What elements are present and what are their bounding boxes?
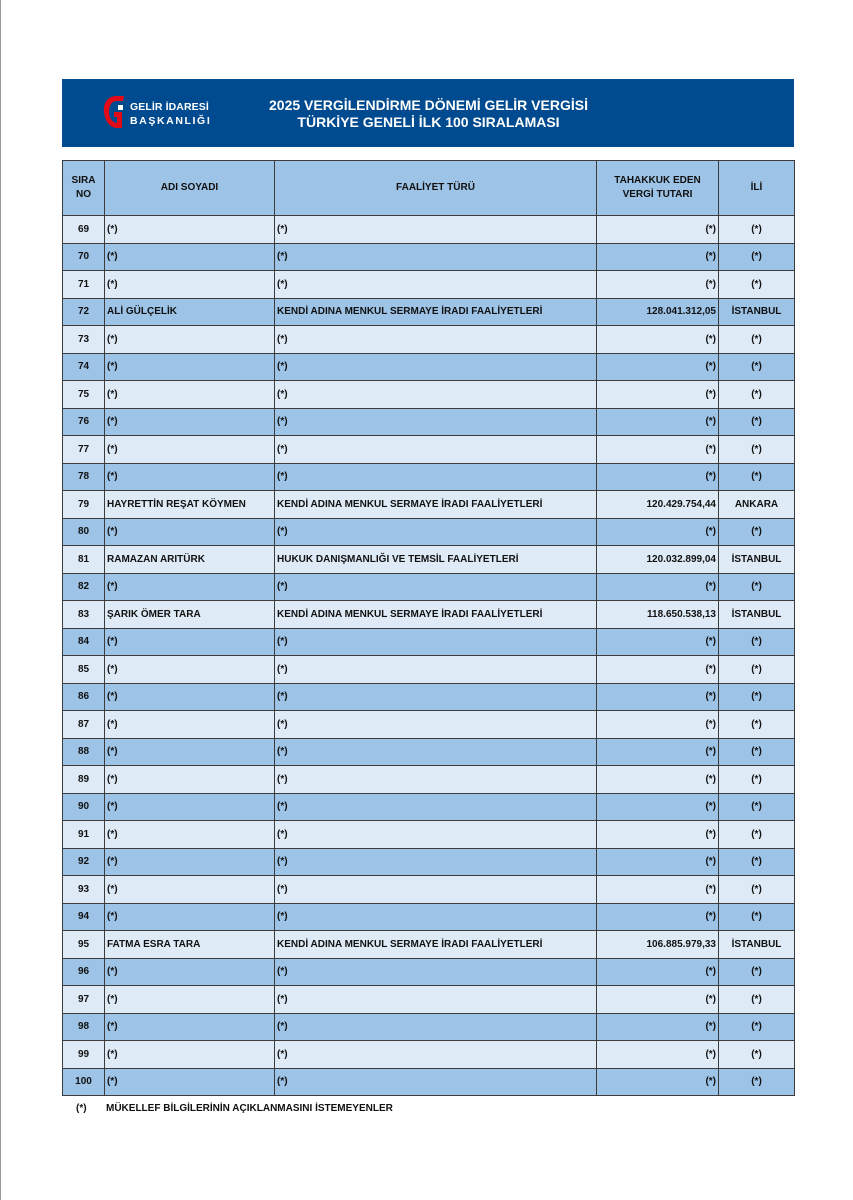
- cell-activity: KENDİ ADINA MENKUL SERMAYE İRADI FAALİYETLERİ: [275, 601, 597, 629]
- cell-name: (*): [105, 326, 275, 354]
- cell-name: (*): [105, 573, 275, 601]
- cell-sira-no: 87: [63, 711, 105, 739]
- cell-sira-no: 99: [63, 1041, 105, 1069]
- cell-activity: (*): [275, 216, 597, 244]
- cell-province: (*): [719, 766, 795, 794]
- table-body: [63, 216, 795, 1096]
- table-header-row: [63, 161, 795, 216]
- cell-name: (*): [105, 821, 275, 849]
- table-row: [63, 573, 795, 601]
- cell-province: (*): [719, 243, 795, 271]
- cell-activity: (*): [275, 821, 597, 849]
- cell-sira-no: 92: [63, 848, 105, 876]
- cell-activity: (*): [275, 243, 597, 271]
- cell-tax-amount: (*): [597, 1013, 719, 1041]
- cell-activity: (*): [275, 436, 597, 464]
- cell-province: (*): [719, 353, 795, 381]
- table-row: [63, 903, 795, 931]
- cell-name: ŞARIK ÖMER TARA: [105, 601, 275, 629]
- cell-tax-amount: (*): [597, 1068, 719, 1096]
- cell-province: (*): [719, 821, 795, 849]
- cell-name: (*): [105, 986, 275, 1014]
- cell-province: ANKARA: [719, 491, 795, 519]
- cell-province: (*): [719, 683, 795, 711]
- cell-province: (*): [719, 903, 795, 931]
- cell-tax-amount: (*): [597, 573, 719, 601]
- table-row: [63, 683, 795, 711]
- table-row: [63, 1013, 795, 1041]
- table-row: [63, 958, 795, 986]
- cell-name: (*): [105, 436, 275, 464]
- table-row: [63, 271, 795, 299]
- cell-activity: KENDİ ADINA MENKUL SERMAYE İRADI FAALİYETLERİ: [275, 931, 597, 959]
- cell-tax-amount: 128.041.312,05: [597, 298, 719, 326]
- cell-province: (*): [719, 326, 795, 354]
- cell-name: (*): [105, 958, 275, 986]
- table-row: [63, 848, 795, 876]
- col-header-no: [63, 161, 105, 216]
- cell-tax-amount: (*): [597, 243, 719, 271]
- cell-name: (*): [105, 848, 275, 876]
- cell-name: (*): [105, 381, 275, 409]
- cell-tax-amount: (*): [597, 766, 719, 794]
- cell-activity: (*): [275, 986, 597, 1014]
- cell-activity: (*): [275, 271, 597, 299]
- col-header-activity: FAALİYET TÜRÜ: [275, 161, 597, 216]
- cell-province: (*): [719, 1013, 795, 1041]
- cell-activity: HUKUK DANIŞMANLIĞI VE TEMSİL FAALİYETLERİ: [275, 546, 597, 574]
- table-row: [63, 793, 795, 821]
- table-row: [63, 1068, 795, 1096]
- cell-name: (*): [105, 518, 275, 546]
- cell-name: (*): [105, 903, 275, 931]
- col-header-name: ADI SOYADI: [105, 161, 275, 216]
- cell-tax-amount: (*): [597, 381, 719, 409]
- cell-tax-amount: (*): [597, 683, 719, 711]
- cell-province: (*): [719, 848, 795, 876]
- cell-activity: (*): [275, 738, 597, 766]
- cell-sira-no: 80: [63, 518, 105, 546]
- cell-name: ALİ GÜLÇELİK: [105, 298, 275, 326]
- cell-activity: (*): [275, 1013, 597, 1041]
- cell-province: (*): [719, 408, 795, 436]
- table-row: [63, 408, 795, 436]
- title-line1: 2025 VERGİLENDİRME DÖNEMİ GELİR VERGİSİ: [269, 97, 588, 113]
- cell-tax-amount: (*): [597, 353, 719, 381]
- col-header-province: İLİ: [719, 161, 795, 216]
- cell-sira-no: 69: [63, 216, 105, 244]
- cell-activity: KENDİ ADINA MENKUL SERMAYE İRADI FAALİYETLERİ: [275, 491, 597, 519]
- cell-province: (*): [719, 216, 795, 244]
- table-row: [63, 931, 795, 959]
- cell-activity: (*): [275, 958, 597, 986]
- cell-tax-amount: (*): [597, 848, 719, 876]
- table-row: [63, 326, 795, 354]
- cell-tax-amount: (*): [597, 518, 719, 546]
- footnote: [62, 1103, 794, 1117]
- table-row: [63, 876, 795, 904]
- ranking-table: [62, 160, 795, 1096]
- cell-tax-amount: 118.650.538,13: [597, 601, 719, 629]
- cell-name: (*): [105, 1068, 275, 1096]
- cell-activity: (*): [275, 683, 597, 711]
- table-row: [63, 986, 795, 1014]
- cell-activity: (*): [275, 766, 597, 794]
- cell-sira-no: 83: [63, 601, 105, 629]
- cell-tax-amount: 120.032.899,04: [597, 546, 719, 574]
- cell-name: RAMAZAN ARITÜRK: [105, 546, 275, 574]
- col-header-no-line2: NO: [76, 189, 91, 200]
- cell-province: (*): [719, 271, 795, 299]
- footnote-mark: (*): [76, 1103, 87, 1114]
- cell-sira-no: 96: [63, 958, 105, 986]
- cell-tax-amount: (*): [597, 656, 719, 684]
- page-title: [242, 97, 615, 131]
- table-row: [63, 766, 795, 794]
- cell-activity: (*): [275, 463, 597, 491]
- logo-text-line2: BAŞKANLIĞI: [130, 115, 212, 127]
- cell-sira-no: 81: [63, 546, 105, 574]
- col-header-no-line1: SIRA: [71, 175, 96, 186]
- cell-activity: (*): [275, 381, 597, 409]
- cell-activity: KENDİ ADINA MENKUL SERMAYE İRADI FAALİYETLERİ: [275, 298, 597, 326]
- cell-activity: (*): [275, 353, 597, 381]
- cell-tax-amount: (*): [597, 986, 719, 1014]
- table-row: [63, 491, 795, 519]
- cell-sira-no: 79: [63, 491, 105, 519]
- table-row: [63, 436, 795, 464]
- cell-name: (*): [105, 628, 275, 656]
- cell-province: (*): [719, 1068, 795, 1096]
- cell-tax-amount: (*): [597, 436, 719, 464]
- cell-sira-no: 78: [63, 463, 105, 491]
- cell-sira-no: 98: [63, 1013, 105, 1041]
- cell-tax-amount: (*): [597, 326, 719, 354]
- cell-name: HAYRETTİN REŞAT KÖYMEN: [105, 491, 275, 519]
- logo-text-line1: GELİR İDARESİ: [130, 101, 209, 113]
- cell-name: (*): [105, 1041, 275, 1069]
- cell-name: (*): [105, 1013, 275, 1041]
- cell-sira-no: 90: [63, 793, 105, 821]
- title-line2: TÜRKİYE GENELİ İLK 100 SIRALAMASI: [297, 114, 560, 130]
- cell-province: (*): [719, 986, 795, 1014]
- page-edge: [0, 0, 1, 1200]
- cell-activity: (*): [275, 656, 597, 684]
- cell-sira-no: 93: [63, 876, 105, 904]
- cell-sira-no: 71: [63, 271, 105, 299]
- cell-name: (*): [105, 271, 275, 299]
- table-row: [63, 353, 795, 381]
- cell-province: (*): [719, 573, 795, 601]
- gib-logo: [102, 93, 212, 133]
- cell-name: (*): [105, 683, 275, 711]
- cell-name: (*): [105, 353, 275, 381]
- cell-sira-no: 70: [63, 243, 105, 271]
- table-row: [63, 738, 795, 766]
- cell-province: (*): [719, 1041, 795, 1069]
- cell-activity: (*): [275, 408, 597, 436]
- cell-sira-no: 88: [63, 738, 105, 766]
- table-row: [63, 628, 795, 656]
- cell-province: (*): [719, 463, 795, 491]
- cell-activity: (*): [275, 1041, 597, 1069]
- cell-sira-no: 75: [63, 381, 105, 409]
- cell-activity: (*): [275, 793, 597, 821]
- cell-province: (*): [719, 436, 795, 464]
- cell-tax-amount: (*): [597, 628, 719, 656]
- cell-sira-no: 73: [63, 326, 105, 354]
- cell-activity: (*): [275, 518, 597, 546]
- cell-province: (*): [719, 738, 795, 766]
- col-header-tax-line2: VERGİ TUTARI: [622, 189, 693, 200]
- cell-province: (*): [719, 381, 795, 409]
- cell-tax-amount: (*): [597, 903, 719, 931]
- cell-tax-amount: (*): [597, 821, 719, 849]
- cell-province: İSTANBUL: [719, 546, 795, 574]
- cell-name: FATMA ESRA TARA: [105, 931, 275, 959]
- cell-sira-no: 77: [63, 436, 105, 464]
- cell-province: İSTANBUL: [719, 298, 795, 326]
- cell-tax-amount: (*): [597, 271, 719, 299]
- cell-activity: (*): [275, 848, 597, 876]
- table-row: [63, 711, 795, 739]
- table-row: [63, 518, 795, 546]
- cell-tax-amount: (*): [597, 1041, 719, 1069]
- cell-activity: (*): [275, 1068, 597, 1096]
- cell-activity: (*): [275, 628, 597, 656]
- cell-tax-amount: 120.429.754,44: [597, 491, 719, 519]
- cell-activity: (*): [275, 573, 597, 601]
- cell-tax-amount: (*): [597, 408, 719, 436]
- cell-province: İSTANBUL: [719, 931, 795, 959]
- cell-tax-amount: (*): [597, 876, 719, 904]
- cell-tax-amount: 106.885.979,33: [597, 931, 719, 959]
- cell-tax-amount: (*): [597, 738, 719, 766]
- cell-sira-no: 84: [63, 628, 105, 656]
- cell-name: (*): [105, 793, 275, 821]
- cell-sira-no: 86: [63, 683, 105, 711]
- cell-sira-no: 89: [63, 766, 105, 794]
- table-row: [63, 656, 795, 684]
- table-row: [63, 546, 795, 574]
- cell-name: (*): [105, 216, 275, 244]
- cell-name: (*): [105, 766, 275, 794]
- cell-sira-no: 91: [63, 821, 105, 849]
- footnote-text: MÜKELLEF BİLGİLERİNİN AÇIKLANMASINI İSTEMEYENLER: [106, 1103, 393, 1114]
- cell-tax-amount: (*): [597, 216, 719, 244]
- table-row: [63, 1041, 795, 1069]
- cell-province: (*): [719, 518, 795, 546]
- cell-sira-no: 76: [63, 408, 105, 436]
- cell-province: (*): [719, 876, 795, 904]
- table-row: [63, 463, 795, 491]
- cell-sira-no: 72: [63, 298, 105, 326]
- cell-province: (*): [719, 628, 795, 656]
- cell-tax-amount: (*): [597, 958, 719, 986]
- header-banner: [62, 79, 794, 147]
- col-header-tax-line1: TAHAKKUK EDEN: [614, 175, 701, 186]
- cell-province: (*): [719, 958, 795, 986]
- gib-logo-icon: [102, 95, 126, 129]
- cell-name: (*): [105, 656, 275, 684]
- table-row: [63, 821, 795, 849]
- col-header-tax: [597, 161, 719, 216]
- cell-activity: (*): [275, 903, 597, 931]
- cell-tax-amount: (*): [597, 463, 719, 491]
- table-row: [63, 243, 795, 271]
- cell-name: (*): [105, 876, 275, 904]
- cell-activity: (*): [275, 326, 597, 354]
- cell-sira-no: 100: [63, 1068, 105, 1096]
- cell-name: (*): [105, 408, 275, 436]
- cell-tax-amount: (*): [597, 793, 719, 821]
- cell-tax-amount: (*): [597, 711, 719, 739]
- cell-name: (*): [105, 738, 275, 766]
- cell-activity: (*): [275, 711, 597, 739]
- table-row: [63, 216, 795, 244]
- cell-province: İSTANBUL: [719, 601, 795, 629]
- cell-sira-no: 82: [63, 573, 105, 601]
- cell-activity: (*): [275, 876, 597, 904]
- cell-sira-no: 74: [63, 353, 105, 381]
- cell-name: (*): [105, 711, 275, 739]
- cell-sira-no: 97: [63, 986, 105, 1014]
- table-row: [63, 601, 795, 629]
- cell-sira-no: 95: [63, 931, 105, 959]
- cell-province: (*): [719, 711, 795, 739]
- cell-name: (*): [105, 463, 275, 491]
- cell-name: (*): [105, 243, 275, 271]
- cell-sira-no: 85: [63, 656, 105, 684]
- table-row: [63, 381, 795, 409]
- cell-province: (*): [719, 793, 795, 821]
- cell-sira-no: 94: [63, 903, 105, 931]
- cell-province: (*): [719, 656, 795, 684]
- table-row: [63, 298, 795, 326]
